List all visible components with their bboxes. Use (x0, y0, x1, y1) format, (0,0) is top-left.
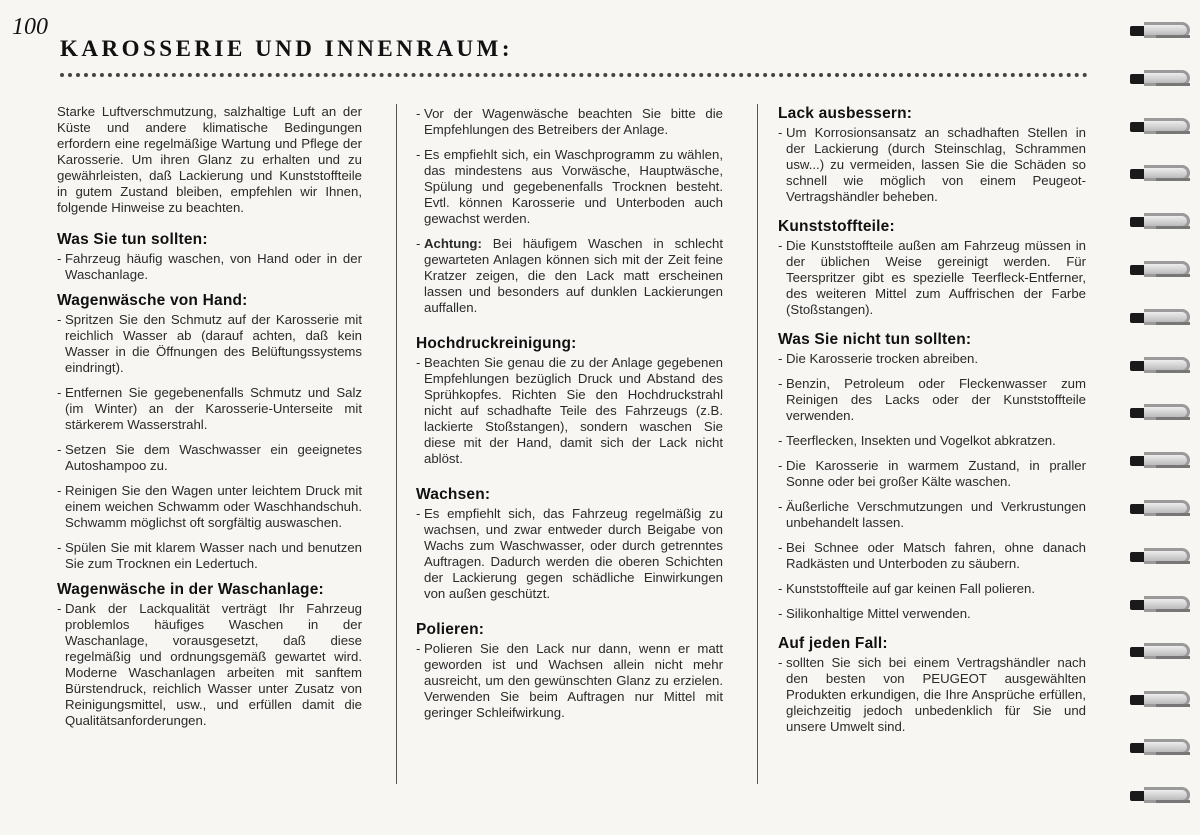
list-item: - Beachten Sie genau die zu der Anlage gegebenen Empfehlungen bezüglich Druck und Abstand des Sprühkopfes. Richten Sie den Hochdruckstrahl nicht auf schadhafte Teile des Fahrzeugs (z.B. lackierte Stoßstangen), sondern waschen Sie diese mit der Hand, damit sich der Lack nicht ablöst. (416, 355, 723, 467)
list-item: - Fahrzeug häufig waschen, von Hand oder in der Waschanlage. (57, 251, 362, 283)
binding-ring (1130, 402, 1192, 424)
list-waschanlage-continued (416, 106, 723, 316)
list-wachsen (416, 506, 723, 602)
binding-ring (1130, 116, 1192, 138)
list-item: - sollten Sie sich bei einem Vertragshändler nach den besten von PEUGEOT ausgewählten Produkten erkundigen, die Ihre Ansprüche erfüllen, gleichzeitig jedoch unbedenklich für Sie und unsere Umwelt sind. (778, 655, 1086, 735)
binding-ring (1130, 20, 1192, 42)
list-was-sie-nicht-tun-sollten (778, 351, 1086, 622)
list-item: - Äußerliche Verschmutzungen und Verkrustungen unbehandelt lassen. (778, 499, 1086, 531)
list-item: - Vor der Wagenwäsche beachten Sie bitte die Empfehlungen des Betreibers der Anlage. (416, 106, 723, 138)
section-heading-kunststoffteile: Kunststoffteile: (778, 218, 895, 235)
list-item: - Spülen Sie mit klarem Wasser nach und benutzen Sie zum Trocknen ein Ledertuch. (57, 540, 362, 572)
list-item: - Setzen Sie dem Waschwasser ein geeignetes Autoshampoo zu. (57, 442, 362, 474)
page-title: KAROSSERIE UND INNENRAUM: (60, 36, 513, 61)
list-item: - Polieren Sie den Lack nur dann, wenn er matt geworden ist und Wachsen allein nicht mehr ausreicht, um den gewünschten Glanz zu erzielen. Verwenden Sie beim Auftragen nur Mittel mit geringer Schleifwirkung. (416, 641, 723, 721)
list-was-sie-tun-sollten (57, 251, 362, 283)
binding-ring (1130, 163, 1192, 185)
list-auf-jeden-fall (778, 655, 1086, 735)
column-divider (757, 104, 758, 784)
binding-ring (1130, 259, 1192, 281)
list-waschanlage (57, 601, 362, 729)
list-item: - Silikonhaltige Mittel verwenden. (778, 606, 1086, 622)
binding-ring (1130, 737, 1192, 759)
section-heading-hochdruckreinigung: Hochdruckreinigung: (416, 335, 577, 352)
binding-ring (1130, 211, 1192, 233)
binding-ring (1130, 594, 1192, 616)
list-polieren (416, 641, 723, 721)
binding-ring (1130, 498, 1192, 520)
list-wagenwaesche-von-hand (57, 312, 362, 572)
section-heading-wachsen: Wachsen: (416, 486, 491, 503)
achtung-label: Achtung: (424, 236, 482, 251)
column-divider (396, 104, 397, 784)
list-item: - Kunststoffteile auf gar keinen Fall polieren. (778, 581, 1086, 597)
page-number: 100 (12, 14, 48, 40)
list-item: - Bei Schnee oder Matsch fahren, ohne danach Radkästen und Unterboden zu säubern. (778, 540, 1086, 572)
binding-ring (1130, 689, 1192, 711)
column-1 (57, 104, 362, 739)
binding-ring (1130, 355, 1192, 377)
title-dotted-rule (60, 73, 1088, 77)
section-heading-was-sie-tun-sollten: Was Sie tun sollten: (57, 231, 208, 248)
intro-paragraph: Starke Luftverschmutzung, salzhaltige Luft an der Küste und andere klimatische Bedingungen erfordern eine regelmäßige Wartung und Pflege der Karosserie. Um ihren Glanz zu erhalten und zu gewährleisten, daß Lackierung und Kunststoffteile in gutem Zustand bleiben, empfehlen wir Ihnen, folgende Hinweise zu beachten. (57, 104, 362, 215)
binding-ring (1130, 785, 1192, 807)
section-heading-auf-jeden-fall: Auf jeden Fall: (778, 635, 888, 652)
spiral-binding (1122, 20, 1200, 820)
list-item: - Dank der Lackqualität verträgt Ihr Fahrzeug problemlos häufiges Waschen in der Waschanlage, vorausgesetzt, daß diese regelmäßig und ordnungsgemäß gewartet wird. Moderne Waschanlagen arbeiten mit sanftem Bürstendruck, reichlich Wasser unter Zusatz von Reinigungsmittel, usw., und erfüllen damit die Qualitätsanforderungen. (57, 601, 362, 729)
binding-ring (1130, 68, 1192, 90)
binding-ring (1130, 641, 1192, 663)
column-2 (416, 106, 723, 731)
achtung-text: Bei häufigem Waschen in schlecht gewarteten Anlagen können sich mit der Zeit feine Kratzer zeigen, die den Lack matt erscheinen lassen und besonders auf dunklen Lackierungen auffallen. (424, 236, 723, 315)
list-item: - Es empfiehlt sich, das Fahrzeug regelmäßig zu wachsen, und zwar entweder durch Beigabe von Wachs zum Waschwasser, oder durch getrenntes Auftragen. Dadurch werden die oberen Schichten der Lackierung gegen schädliche Einwirkungen von außen geschützt. (416, 506, 723, 602)
section-heading-wagenwaesche-von-hand: Wagenwäsche von Hand: (57, 292, 248, 309)
list-item: - Um Korrosionsansatz an schadhaften Stellen in der Lackierung (durch Steinschlag, Schrammen usw...) zu vermeiden, lassen Sie die Schäden so schnell wie möglich von einem Peugeot-Vertragshändler beheben. (778, 125, 1086, 205)
binding-ring (1130, 307, 1192, 329)
list-item: - Die Kunststoffteile außen am Fahrzeug müssen in der üblichen Weise gereinigt werden. Für Teerspritzer gibt es spezielle Teerfleck-Entferner, des weiteren Mittel zum Auffrischen der Farbe (Stoßstangen). (778, 238, 1086, 318)
section-heading-polieren: Polieren: (416, 621, 485, 638)
list-lack-ausbessern (778, 125, 1086, 205)
list-item: - Die Karosserie in warmem Zustand, in praller Sonne oder bei großer Kälte waschen. (778, 458, 1086, 490)
section-heading-waschanlage: Wagenwäsche in der Waschanlage: (57, 581, 324, 598)
list-item: - Die Karosserie trocken abreiben. (778, 351, 1086, 367)
column-3 (778, 106, 1086, 744)
list-item: - Benzin, Petroleum oder Fleckenwasser zum Reinigen des Lacks oder der Kunststoffteile verwenden. (778, 376, 1086, 424)
list-item-achtung (416, 236, 723, 316)
binding-ring (1130, 546, 1192, 568)
list-item: - Reinigen Sie den Wagen unter leichtem Druck mit einem weichen Schwamm oder Waschhandschuh. Schwamm möglichst oft sorgfältig auswaschen. (57, 483, 362, 531)
list-hochdruckreinigung (416, 355, 723, 467)
list-kunststoffteile (778, 238, 1086, 318)
list-item: - Spritzen Sie den Schmutz auf der Karosserie mit reichlich Wasser ab (darauf achten, daß kein Wasser in die Öffnungen des Belüftungssystems eindringt). (57, 312, 362, 376)
list-item: - Teerflecken, Insekten und Vogelkot abkratzen. (778, 433, 1086, 449)
section-heading-lack-ausbessern: Lack ausbessern: (778, 105, 913, 122)
binding-ring (1130, 450, 1192, 472)
section-heading-was-sie-nicht-tun-sollten: Was Sie nicht tun sollten: (778, 331, 972, 348)
list-item: - Entfernen Sie gegebenenfalls Schmutz und Salz (im Winter) an der Karosserie-Unterseite mit stärkerem Wasserstrahl. (57, 385, 362, 433)
list-item: - Es empfiehlt sich, ein Waschprogramm zu wählen, das mindestens aus Vorwäsche, Hauptwäsche, Spülung und gegebenenfalls Trocknen besteht. Evtl. können Karosserie und Unterboden auch gewachst werden. (416, 147, 723, 227)
